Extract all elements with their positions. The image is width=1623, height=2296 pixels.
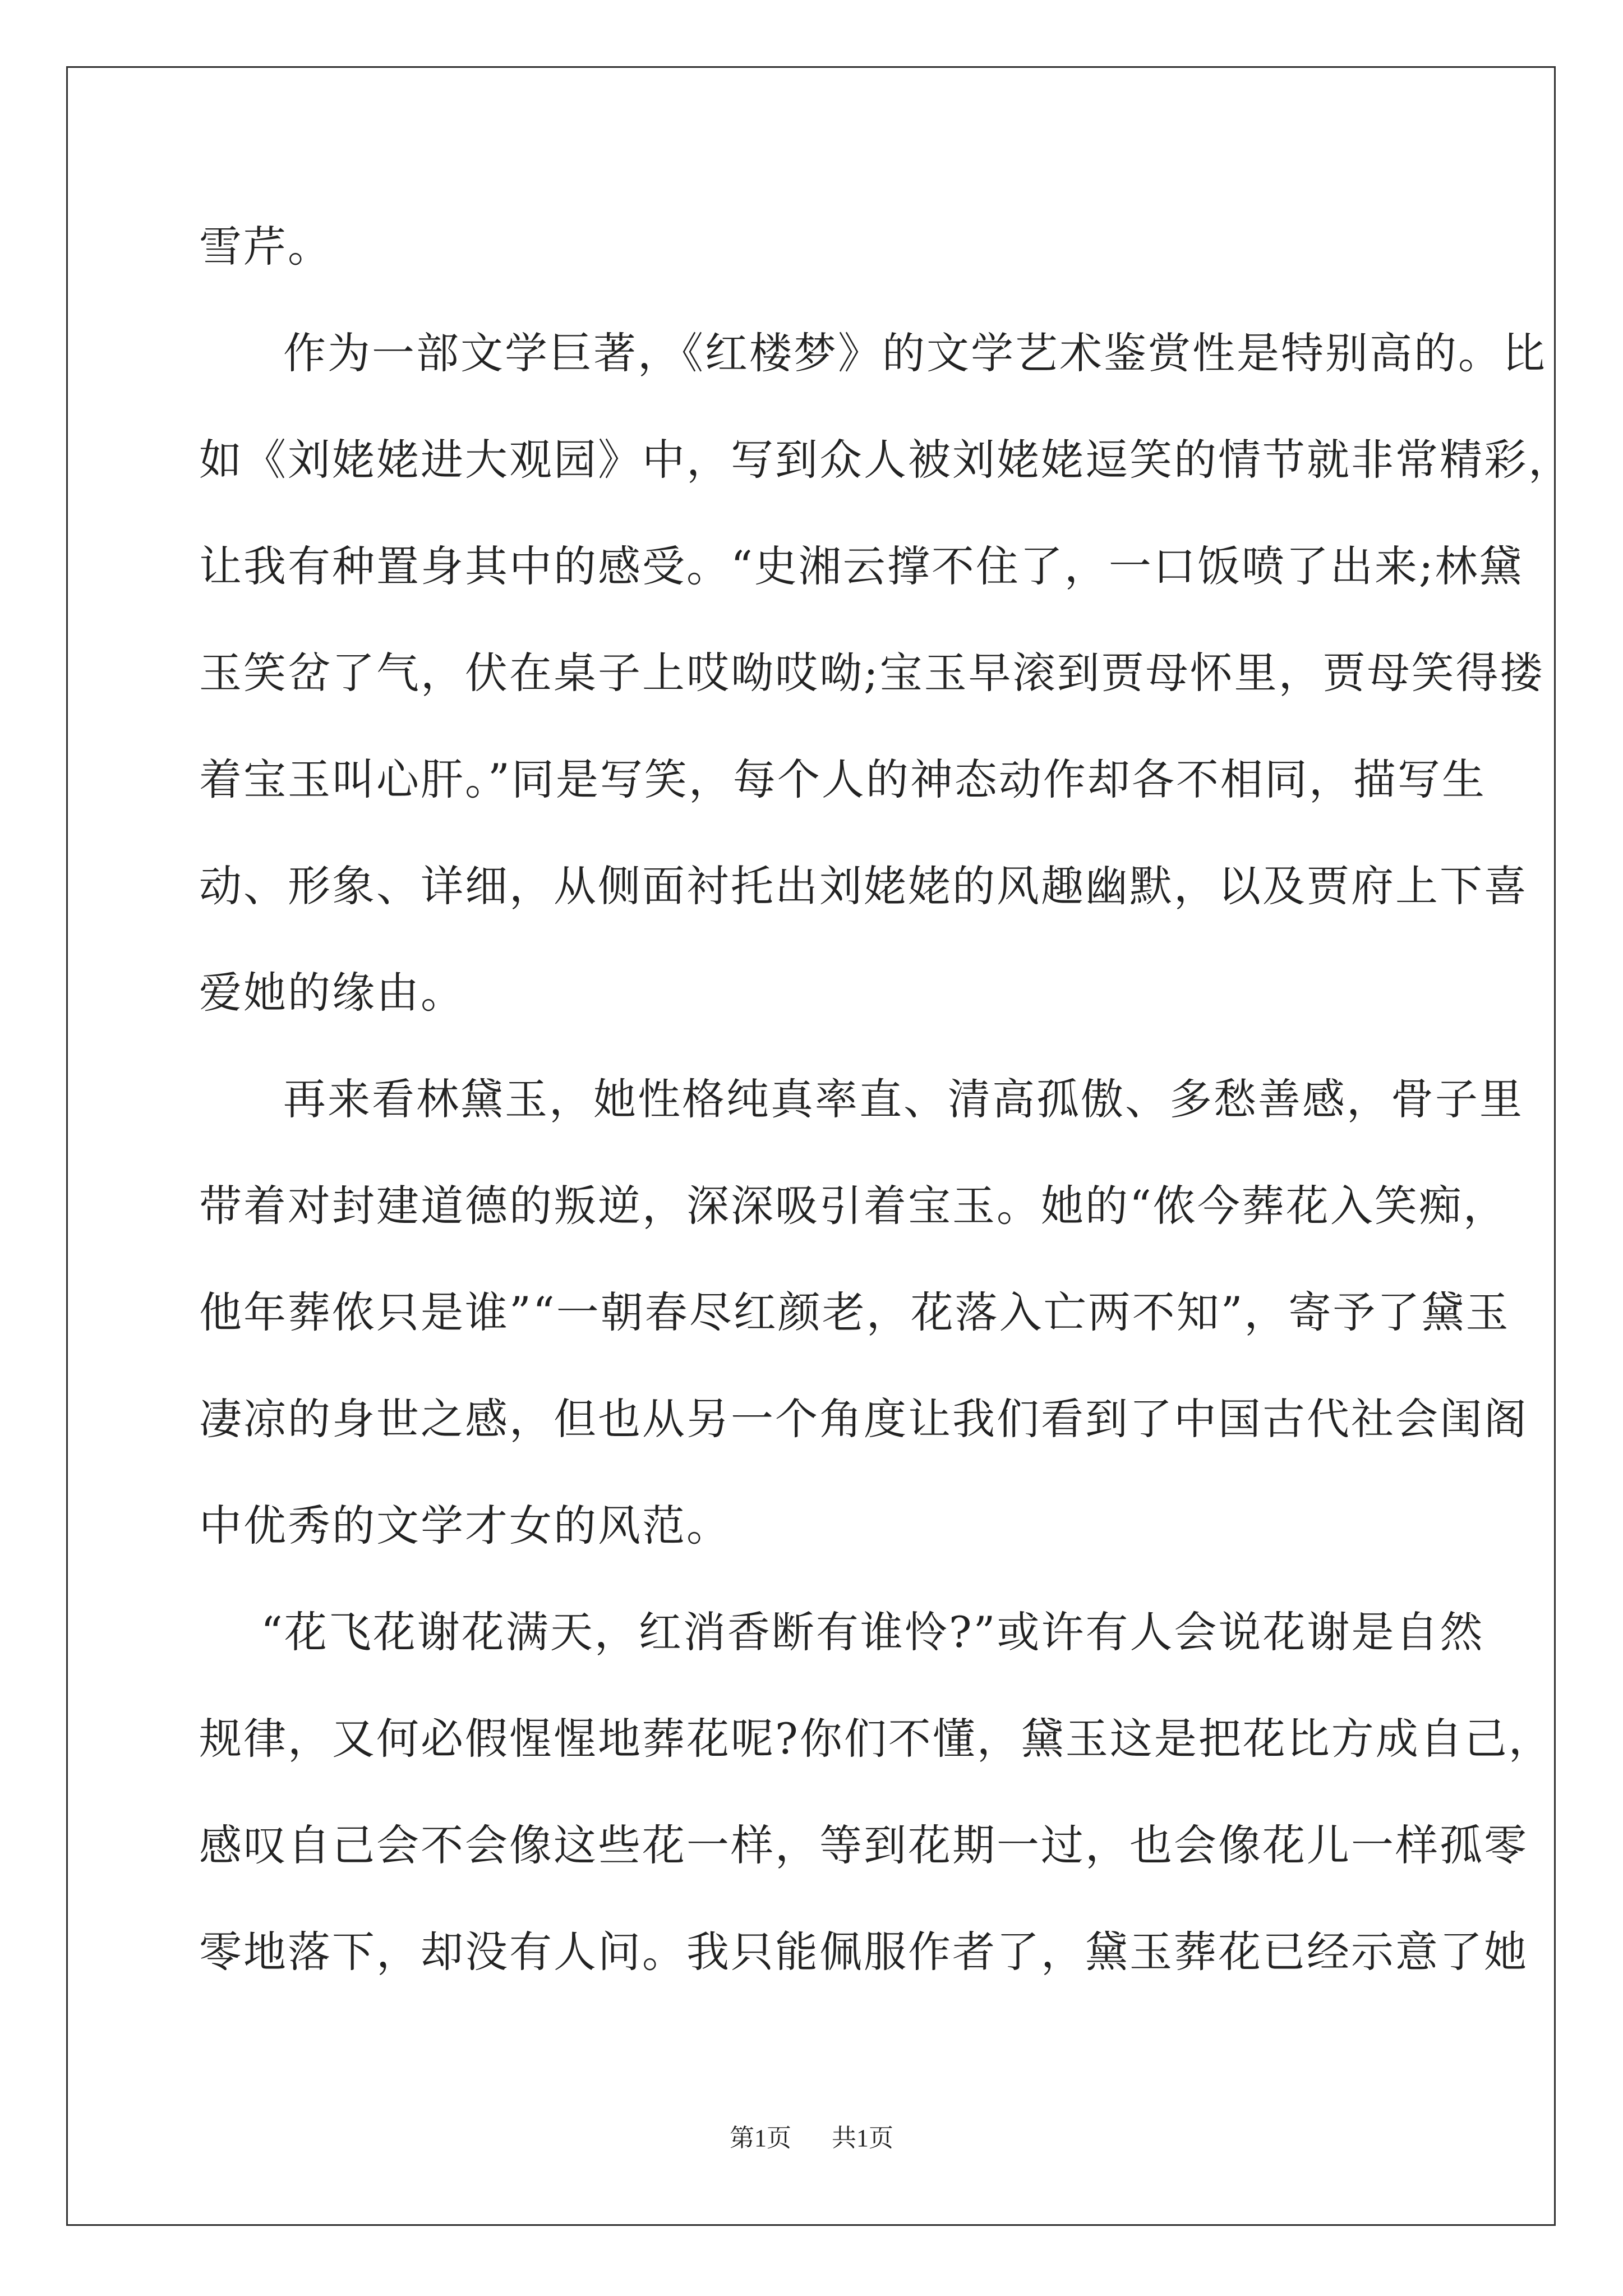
text-line: 带着对封建道德的叛逆，深深吸引着宝玉。她的“侬今葬花入笑痴， (199, 1181, 1507, 1231)
text-line: 凄凉的身世之感，但也从另一个角度让我们看到了中国古代社会闺阁 (199, 1394, 1528, 1444)
text-line: 零地落下，却没有人问。我只能佩服作者了，黛玉葬花已经示意了她 (199, 1927, 1528, 1977)
text-line: 如《刘姥姥进大观园》中，写到众人被刘姥姥逗笑的情节就非常精彩， (199, 435, 1573, 485)
page-border (66, 66, 1556, 2226)
text-line: 规律，又何必假惺惺地葬花呢?你们不懂，黛玉这是把花比方成自己， (199, 1714, 1553, 1764)
text-line: 玉笑岔了气，伏在桌子上哎呦哎呦;宝玉早滚到贾母怀里，贾母笑得搂 (199, 648, 1544, 698)
text-line: 雪芹。 (199, 222, 332, 272)
text-line: 动、形象、详细，从侧面衬托出刘姥姥的风趣幽默，以及贾府上下喜 (199, 861, 1528, 911)
text-line: “花飞花谢花满天，红消香断有谁怜?”或许有人会说花谢是自然 (261, 1607, 1484, 1657)
text-line: 作为一部文学巨著，《红楼梦》的文学艺术鉴赏性是特别高的。比 (283, 328, 1547, 378)
text-line: 爱她的缘由。 (199, 968, 465, 1018)
page-number: 第1页 (730, 2124, 791, 2152)
page-total: 共1页 (832, 2124, 893, 2152)
text-line: 感叹自己会不会像这些花一样，等到花期一过，也会像花儿一样孤零 (199, 1820, 1528, 1870)
text-line: 再来看林黛玉，她性格纯真率直、清高孤傲、多愁善感，骨子里 (283, 1074, 1524, 1124)
text-line: 他年葬侬只是谁”“一朝春尽红颜老，花落入亡两不知”，寄予了黛玉 (199, 1287, 1510, 1337)
text-line: 着宝玉叫心肝。”同是写笑，每个人的神态动作却各不相同，描写生 (199, 754, 1486, 804)
page-footer (0, 2122, 1623, 2155)
text-line: 中优秀的文学才女的风范。 (199, 1501, 731, 1550)
text-line: 让我有种置身其中的感受。“史湘云撑不住了，一口饭喷了出来;林黛 (199, 541, 1524, 591)
